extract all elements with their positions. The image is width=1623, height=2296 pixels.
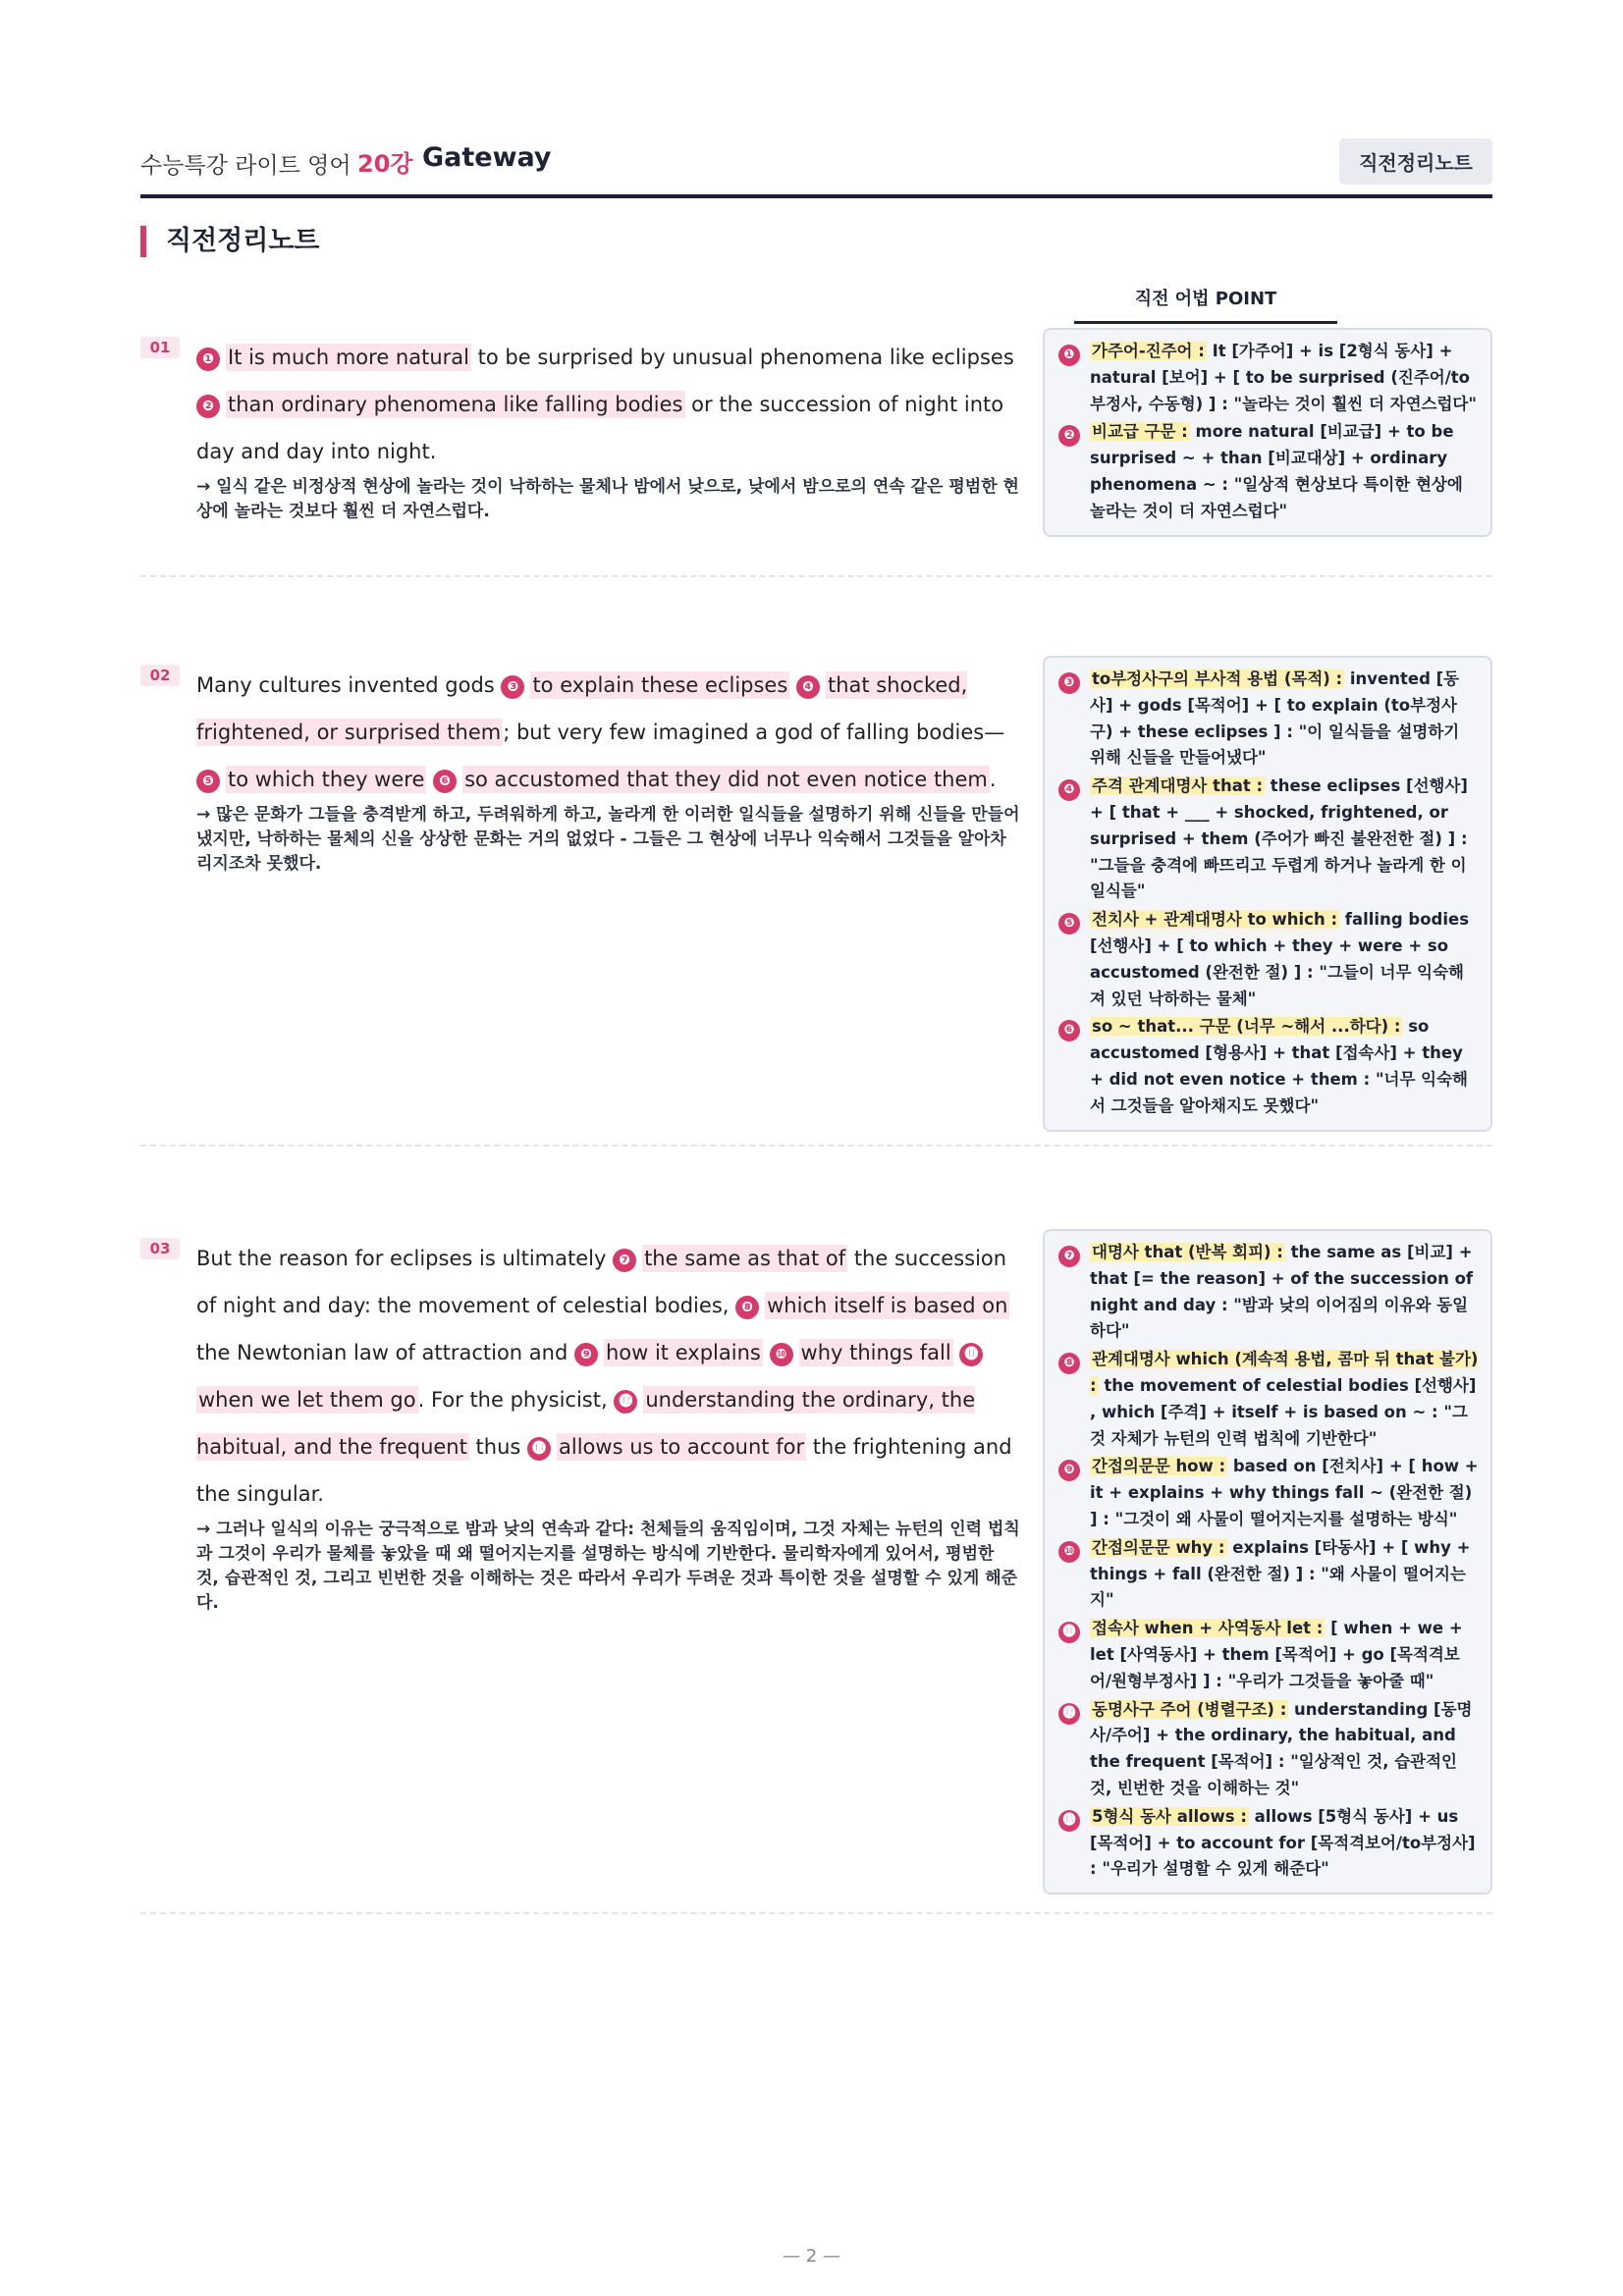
point-marker: ❸ bbox=[1058, 672, 1080, 694]
highlighted-phrase: the same as that of bbox=[644, 1247, 846, 1270]
grammar-point-heading: 접속사 when + 사역동사 let : bbox=[1092, 1619, 1324, 1638]
grammar-point-explanation: the movement of celestial bodies [선행사] , which [주격] + itself + is based on ~ : "그것 자체가 뉴턴의 인력 법칙에 기반한다" bbox=[1090, 1375, 1477, 1448]
grammar-point-item bbox=[1058, 1347, 1479, 1452]
point-marker: ❼ bbox=[613, 1249, 636, 1272]
point-marker: ⓫ bbox=[959, 1343, 983, 1366]
highlighted-phrase: so accustomed that they did not even notice them bbox=[464, 768, 988, 791]
grammar-point-explanation: more natural [비교급] + to be surprised ~ + than [비교대상] + ordinary phenomena ~ : "일상적 현상보다 특이한 현상에 놀라는 것이 더 자연스럽다" bbox=[1090, 422, 1463, 520]
point-marker: ❷ bbox=[196, 395, 220, 418]
highlighted-phrase: why things fall bbox=[800, 1341, 951, 1364]
sentence-text bbox=[953, 1341, 960, 1364]
grammar-point-heading: 간접의문문 how : bbox=[1092, 1457, 1226, 1476]
grammar-point-explanation: allows [5형식 동사] + us [목적어] + to account for [목적격보어/to부정사] : "우리가 설명할 수 있게 해준다" bbox=[1090, 1806, 1476, 1879]
grammar-point-item bbox=[1058, 774, 1479, 905]
page-number: — 2 — bbox=[783, 2246, 840, 2267]
point-marker: ⓭ bbox=[1058, 1810, 1080, 1832]
highlighted-phrase: allows us to account for bbox=[559, 1435, 805, 1459]
sentence-text: But the reason for eclipses is ultimately bbox=[196, 1247, 614, 1270]
korean-translation: → 많은 문화가 그들을 충격받게 하고, 두려워하게 하고, 놀라게 한 이러한 일식들을 설명하기 위해 신들을 만들어냈지만, 낙하하는 물체의 신을 상상한 문화는 거의 없었다 - 그들은 그 현상에 너무나 익숙해서 그것들을 알아차리지조차 못했다. bbox=[196, 805, 1020, 874]
point-marker: ❾ bbox=[574, 1343, 598, 1366]
point-marker: ❹ bbox=[1058, 779, 1080, 801]
highlighted-phrase: when we let them go bbox=[198, 1388, 416, 1412]
sentence-text: thus bbox=[468, 1435, 528, 1459]
section-title: 직전정리노트 bbox=[140, 226, 320, 257]
grammar-box-02 bbox=[1043, 656, 1492, 1132]
grammar-point-heading: 5형식 동사 allows : bbox=[1092, 1806, 1247, 1826]
grammar-point-explanation: invented [동사] + gods [목적어] + [ to explain (to부정사구) + these eclipses ] : "이 일식들을 설명하기 위해 신들을 만들어냈다" bbox=[1090, 669, 1460, 768]
point-marker: ❻ bbox=[1058, 1020, 1080, 1041]
point-marker: ⓭ bbox=[527, 1437, 551, 1461]
point-marker: ❾ bbox=[1058, 1460, 1080, 1481]
highlighted-phrase: than ordinary phenomena like falling bodies bbox=[228, 393, 683, 416]
highlighted-phrase: how it explains bbox=[605, 1341, 761, 1364]
grammar-point-title: 직전 어법 POINT bbox=[1074, 285, 1337, 324]
grammar-point-heading: 비교급 구문 : bbox=[1092, 422, 1188, 442]
grammar-point-explanation: explains [타동사] + [ why + things + fall (완전한 절) ] : "왜 사물이 떨어지는지" bbox=[1090, 1537, 1471, 1610]
sentence-text: ; but very few imagined a god of falling bodies— bbox=[503, 721, 1005, 744]
grammar-point-item bbox=[1058, 1697, 1479, 1802]
highlighted-phrase: understanding the ordinary, the habitual, and the frequent bbox=[196, 1388, 976, 1459]
point-marker: ❷ bbox=[1058, 425, 1080, 447]
sentence-text: to be surprised by unusual phenomena like eclipses bbox=[470, 346, 1014, 369]
grammar-point-item bbox=[1058, 907, 1479, 1012]
grammar-point-item bbox=[1058, 1804, 1479, 1883]
grammar-point-item bbox=[1058, 419, 1479, 524]
divider bbox=[140, 1145, 1492, 1147]
sentence-text: the Newtonian law of attraction and bbox=[196, 1341, 574, 1364]
point-marker: ❶ bbox=[1058, 345, 1080, 366]
korean-translation: → 그러나 일식의 이유는 궁극적으로 밤과 낮의 연속과 같다: 천체들의 움직임이며, 그것 자체는 뉴턴의 인력 법칙과 그것이 우리가 물체를 놓았을 때 왜 떨어지는지를 설명하는 방식에 기반한다. 물리학자에게 있어서, 평범한 것, 습관적인 것, 그리고 빈번한 것을 이해하는 것은 따라서 우리가 두려운 것과 특이한 것을 설명할 수 있게 해준다. bbox=[196, 1520, 1020, 1613]
grammar-box-01 bbox=[1043, 328, 1492, 537]
highlighted-phrase: to which they were bbox=[228, 768, 425, 791]
page-header bbox=[140, 137, 1492, 198]
highlighted-phrase: to explain these eclipses bbox=[532, 673, 788, 697]
highlighted-phrase: which itself is based on bbox=[767, 1294, 1008, 1317]
sentence-number: 01 bbox=[140, 337, 180, 358]
sentence-text bbox=[789, 673, 796, 697]
sentence-text: . For the physicist, bbox=[417, 1388, 615, 1412]
point-marker: ❹ bbox=[796, 675, 820, 699]
lesson-number: 20강 bbox=[357, 150, 413, 178]
sentence-text: . bbox=[989, 768, 997, 791]
sentence-text bbox=[426, 768, 433, 791]
sentence-number: 03 bbox=[140, 1238, 180, 1259]
divider bbox=[140, 1912, 1492, 1914]
grammar-point-heading: 관계대명사 which (계속적 용법, 콤마 뒤 that 불가) : bbox=[1090, 1350, 1479, 1395]
point-marker: ❼ bbox=[1058, 1246, 1080, 1267]
grammar-point-heading: 주격 관계대명사 that : bbox=[1092, 776, 1264, 796]
sentence-text: the frightening and the singular. bbox=[196, 1435, 1012, 1506]
point-marker: ❽ bbox=[1058, 1353, 1080, 1374]
grammar-point-heading: 전치사 + 관계대명사 to which : bbox=[1092, 910, 1338, 930]
divider bbox=[140, 575, 1492, 577]
point-marker: ❿ bbox=[1058, 1541, 1080, 1563]
highlighted-phrase: that shocked, frightened, or surprised them bbox=[196, 673, 968, 744]
grammar-point-item bbox=[1058, 1616, 1479, 1694]
highlighted-phrase: It is much more natural bbox=[228, 346, 469, 369]
point-marker: ❻ bbox=[433, 770, 457, 793]
gateway-label: Gateway bbox=[422, 142, 552, 173]
sentence-text: Many cultures invented gods bbox=[196, 673, 502, 697]
point-marker: ❸ bbox=[501, 675, 524, 699]
grammar-box-03 bbox=[1043, 1229, 1492, 1895]
point-marker: ⓬ bbox=[614, 1390, 637, 1414]
english-sentence bbox=[196, 662, 1021, 803]
grammar-point-explanation: so accustomed [형용사] + that [접속사] + they + did not even notice + them : "너무 익숙해서 그것들을 알아채지도 못했다" bbox=[1090, 1017, 1468, 1115]
sentence-text: or the succession of night into day and day into night. bbox=[196, 393, 1004, 463]
point-marker: ❺ bbox=[196, 770, 220, 793]
grammar-point-heading: 동명사구 주어 (병렬구조) : bbox=[1092, 1699, 1287, 1719]
point-marker: ❽ bbox=[735, 1296, 759, 1319]
grammar-point-explanation: the same as [비교] + that [= the reason] + of the succession of night and day : "밤과 낮의 이어짐의 이유와 동일하다" bbox=[1090, 1243, 1474, 1341]
sentence-text: the succession of night and day: the movement of celestial bodies, bbox=[196, 1247, 1007, 1317]
grammar-point-item bbox=[1058, 1535, 1479, 1614]
grammar-point-explanation: It [가주어] + is [2형식 동사] + natural [보어] + [ to be surprised (진주어/to부정사, 수동형) ] : "놀라는 것이 훨씬 더 자연스럽다" bbox=[1090, 342, 1477, 413]
book-title: 수능특강 라이트 영어 bbox=[140, 153, 352, 179]
korean-translation: → 일식 같은 비정상적 현상에 놀라는 것이 낙하하는 물체나 밤에서 낮으로, 낮에서 밤으로의 연속 같은 평범한 현상에 놀라는 것보다 훨씬 더 자연스럽다. bbox=[196, 477, 1019, 521]
grammar-point-item bbox=[1058, 667, 1479, 772]
grammar-point-heading: to부정사구의 부사적 용법 (목적) : bbox=[1092, 669, 1343, 688]
sentence-text bbox=[763, 1341, 770, 1364]
header-tag: 직전정리노트 bbox=[1339, 138, 1492, 185]
grammar-point-explanation: based on [전치사] + [ how + it + explains + why things fall ~ (완전한 절) ] : "그것이 왜 사물이 떨어지는지를 설명하는 방식" bbox=[1090, 1457, 1479, 1528]
point-marker: ❶ bbox=[196, 347, 220, 371]
grammar-point-explanation: [ when + we + let [사역동사] + them [목적어] + go [목적격보어/원형부정사] ] : "우리가 그것들을 놓아줄 때" bbox=[1090, 1619, 1463, 1690]
grammar-point-explanation: falling bodies [선행사] + [ to which + they + were + so accustomed (완전한 절) ] : "그들이 너무 익숙해져 있던 낙하하는 물체" bbox=[1090, 910, 1470, 1008]
sentence-number: 02 bbox=[140, 665, 180, 686]
grammar-point-heading: so ~ that... 구문 (너무 ~해서 ...하다) : bbox=[1092, 1017, 1401, 1037]
grammar-point-heading: 대명사 that (반복 회피) : bbox=[1092, 1243, 1283, 1261]
grammar-point-item bbox=[1058, 1240, 1479, 1345]
grammar-point-heading: 가주어-진주어 : bbox=[1092, 342, 1205, 360]
grammar-point-explanation: understanding [동명사/주어] + the ordinary, the habitual, and the frequent [목적어] : "일상적인 것, 습관적인 것, 빈번한 것을 이해하는 것" bbox=[1090, 1699, 1473, 1797]
point-marker: ⓫ bbox=[1058, 1622, 1080, 1643]
english-sentence bbox=[196, 1235, 1021, 1518]
point-marker: ❿ bbox=[770, 1343, 793, 1366]
grammar-point-item bbox=[1058, 1454, 1479, 1532]
grammar-point-item bbox=[1058, 339, 1479, 417]
english-sentence bbox=[196, 334, 1021, 475]
grammar-point-heading: 간접의문문 why : bbox=[1092, 1537, 1225, 1557]
point-marker: ❺ bbox=[1058, 913, 1080, 934]
grammar-point-item bbox=[1058, 1014, 1479, 1119]
grammar-point-explanation: these eclipses [선행사] + [ that + ___ + shocked, frightened, or surprised + them (주어가 빠진 불완전한 절) ] : "그들을 충격에 빠뜨리고 두렵게 하거나 놀라게 한 이 일식들" bbox=[1090, 776, 1468, 901]
point-marker: ⓬ bbox=[1058, 1703, 1080, 1725]
